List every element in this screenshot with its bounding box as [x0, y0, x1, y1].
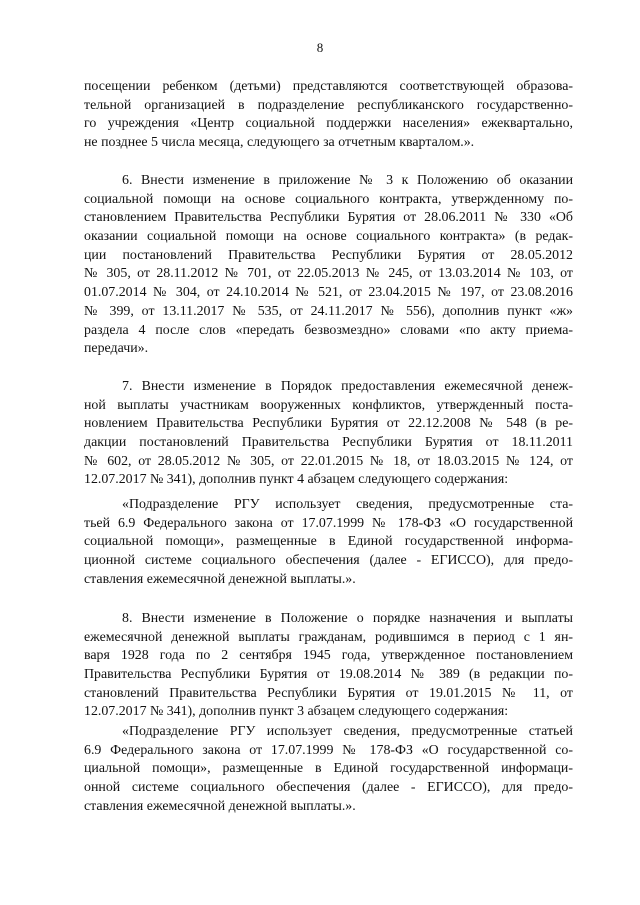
text-line: становлением Правительства Республики Бурятия от 28.06.2011 № 330 «Об	[84, 210, 573, 226]
text-line: ции постановлений Правительства Республики Бурятия от 28.05.2012	[84, 247, 573, 263]
text-line: 6. Внести изменение в приложение № 3 к Положению об оказании	[122, 173, 573, 188]
text-line: ционной системе социального обеспечения (далее - ЕГИССО), для предо-	[84, 553, 573, 569]
text-line: посещении ребенком (детьми) представляются соответствующей образова-	[84, 79, 573, 94]
text-line: 12.07.2017 № 341), дополнив пункт 4 абзацем следующего содержания:	[84, 472, 509, 488]
text-line: онной системе социального обеспечения (далее - ЕГИССО), для предо-	[84, 780, 573, 796]
text-line: ставления ежемесячной денежной выплаты.».	[84, 571, 356, 587]
text-line: го учреждения «Центр социальной поддержки населения» ежеквартально,	[84, 116, 573, 132]
text-line: «Подразделение РГУ использует сведения, предусмотренные статьей	[122, 724, 573, 739]
text-line: социальной помощи», размещенные в Единой государственной информа-	[84, 534, 573, 550]
text-line: ной выплаты участникам вооруженных конфликтов, утвержденный поста-	[84, 397, 573, 413]
text-line: тьей 6.9 Федерального закона от 17.07.1999 № 178-ФЗ «О государственной	[84, 515, 573, 531]
text-line: тельной организацией в подразделение республиканского государственно-	[84, 97, 573, 113]
text-line: 7. Внести изменение в Порядок предоставления ежемесячной денеж-	[122, 379, 573, 394]
paragraph-item-8-quote	[84, 723, 573, 816]
text-line: 01.07.2014 № 304, от 24.10.2014 № 521, от 23.04.2015 № 197, от 23.08.2016	[84, 285, 573, 301]
text-line: 12.07.2017 № 341), дополнив пункт 3 абзацем следующего содержания:	[84, 704, 509, 720]
paragraph-item-8	[84, 610, 573, 722]
text-line: № 399, от 13.11.2017 № 535, от 24.11.2017 № 556), дополнив пункт «ж»	[84, 303, 573, 319]
text-line: № 602, от 28.05.2012 № 305, от 22.01.2015 № 18, от 18.03.2015 № 124, от	[84, 453, 573, 469]
page-number: 8	[316, 40, 324, 55]
text-line: № 305, от 28.11.2012 № 701, от 22.05.2013 № 245, от 13.03.2014 № 103, от	[84, 266, 573, 282]
paragraph-item-7	[84, 378, 573, 490]
text-line: дакции постановлений Правительства Республики Бурятия от 18.11.2011	[84, 435, 573, 451]
text-line: «Подразделение РГУ использует сведения, предусмотренные ста-	[122, 497, 573, 512]
paragraph-item-7-quote	[84, 496, 573, 589]
text-line: становлений Правительства Республики Бурятия от 19.01.2015 № 11, от	[84, 685, 573, 701]
paragraph-item-6	[84, 172, 573, 359]
text-line: циальной помощи», размещенные в Единой государственной информаци-	[84, 761, 573, 777]
text-line: оказании социальной помощи на основе социального контракта» (в редак-	[84, 229, 573, 245]
text-line: социальной помощи на основе социального контракта, утвержденному по-	[84, 191, 573, 207]
text-line: варя 1928 года по 2 сентября 1945 года, утвержденное постановлением	[84, 648, 573, 664]
text-line: Правительства Республики Бурятия от 19.08.2014 № 389 (в редакции по-	[84, 667, 573, 683]
text-line: 6.9 Федерального закона от 17.07.1999 № 178-ФЗ «О государственной со-	[84, 742, 573, 758]
text-line: не позднее 5 числа месяца, следующего за отчетным кварталом.».	[84, 135, 475, 151]
text-line: передачи».	[84, 341, 149, 357]
text-line: ставления ежемесячной денежной выплаты.».	[84, 798, 356, 814]
text-line: 8. Внести изменение в Положение о порядке назначения и выплаты	[122, 611, 573, 626]
text-line: ежемесячной денежной выплаты гражданам, родившимся в период с 1 ян-	[84, 629, 573, 645]
text-line: раздела 4 после слов «передать безвозмездно» словами «по акту приема-	[84, 322, 573, 338]
text-line: новлением Правительства Республики Бурятия от 22.12.2008 № 548 (в ре-	[84, 416, 573, 432]
paragraph-continuation	[84, 78, 573, 153]
